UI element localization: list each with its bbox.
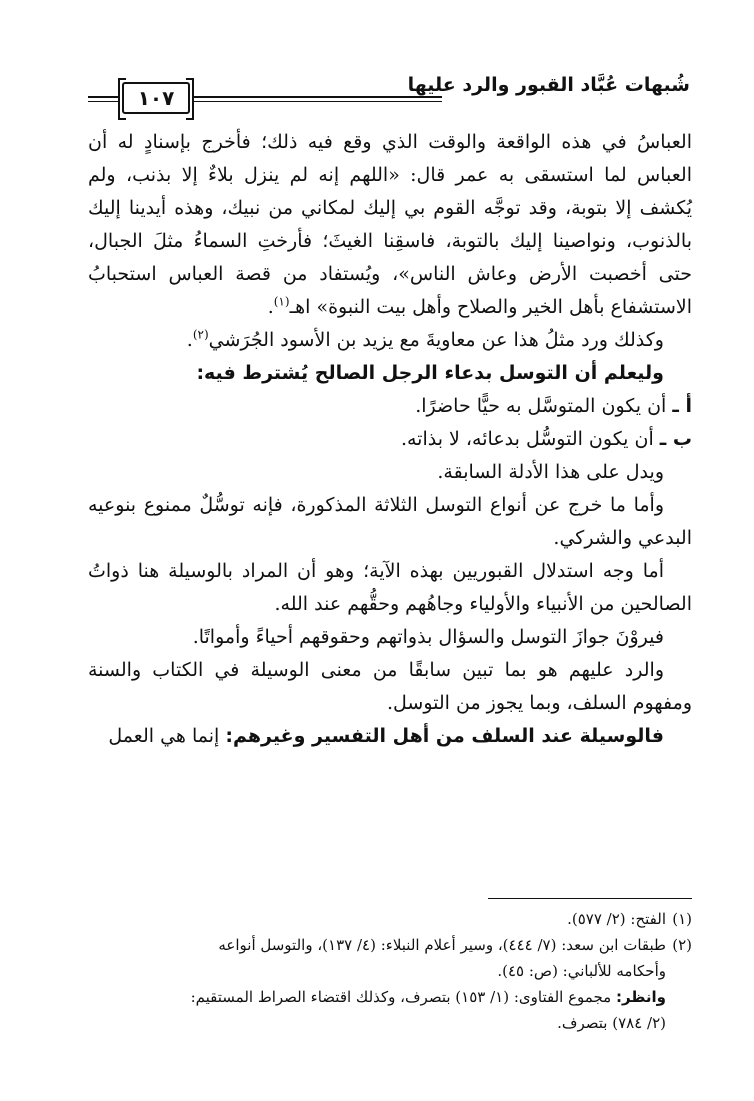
footnote-number: (١)	[672, 910, 692, 928]
footnote-lead: وانظر:	[615, 988, 666, 1006]
footnote-text: مجموع الفتاوى: (١/ ١٥٣) بتصرف، وكذلك اقتضاء الصراط المستقيم:	[190, 988, 616, 1006]
footnote-number: (٢)	[672, 936, 692, 954]
paragraph-text: إنما هي العمل	[108, 725, 226, 747]
section-heading: وليعلم أن التوسل بدعاء الرجل الصالح يُشترط فيه:	[196, 362, 664, 384]
bold-phrase: فالوسيلة عند السلف من أهل التفسير وغيرهم:	[225, 725, 664, 747]
footnote-separator	[488, 898, 692, 899]
paragraph: العباسُ في هذه الواقعة والوقت الذي وقع فيه ذلك؛ فأخرج بإسنادٍ له أن العباس لما استسقى به عمر قال: «اللهم إنه لم ينزل بلاءٌ إلا بذنب، ولم يُكشف إلا بتوبة، وقد توجَّه القوم بي إليك لمكاني من نبيك، وهذه أيدينا إليك بالذنوب، ونواصينا إليك بالتوبة، فاسقِنا الغيثَ؛ فأرختِ السماءُ مثلَ الجبال، حتى أخصبت الأرض وعاش الناس»، ويُستفاد من قصة العباس استحبابُ الاستشفاع بأهل الخير والصلاح وأهل بيت النبوة» اهـ$^{(١)}$.	[88, 131, 692, 318]
header-rule	[192, 101, 442, 102]
list-marker: ب ـ	[659, 428, 692, 450]
footnote	[88, 906, 692, 932]
list-item-text: أن يكون المتوسَّل به حيًّا حاضرًا.	[415, 395, 667, 417]
header-rule	[192, 96, 442, 98]
list-item	[88, 423, 692, 456]
footnotes	[88, 906, 692, 1036]
paragraph-text: العباسُ في هذه الواقعة والوقت الذي وقع فيه ذلك؛ فأخرج بإسنادٍ له أن العباس لما استسقى به عمر قال: «اللهم إنه لم ينزل بلاءٌ إلا بذنب، ولم يُكشف إلا بتوبة، وقد توجَّه القوم بي إليك لمكاني من نبيك، وهذه أيدينا إليك بالذنوب، ونواصينا إليك بالتوبة، فاسقِنا الغيثَ؛ فأرختِ السماءُ مثلَ الجبال، حتى أخصبت الأرض وعاش الناس»، ويُستفاد من قصة العباس استحبابُ الاستشفاع بأهل الخير والصلاح وأهل بيت النبوة» اهـ	[88, 131, 692, 318]
footnote-ref[interactable]: (١)	[273, 294, 290, 309]
page-number: ١٠٧	[122, 82, 190, 114]
header-rule	[88, 101, 118, 102]
paragraph	[88, 720, 692, 753]
paragraph: أما وجه استدلال القبوريين بهذه الآية؛ وهو أن المراد بالوسيلة هنا ذواتُ الصالحين من الأنبياء والأولياء وجاهُهم وحقُّهم عند الله.	[88, 560, 692, 615]
page-header	[88, 72, 690, 116]
footnote-text: الفتح: (٢/ ٥٧٧).	[567, 910, 666, 928]
footnote-continuation	[88, 984, 692, 1010]
footnote-continuation: وأحكامه للألباني: (ص: ٤٥).	[497, 962, 666, 980]
list-marker: أ ـ	[672, 395, 692, 417]
list-item	[88, 390, 692, 423]
paragraph: ويدل على هذا الأدلة السابقة.	[437, 461, 664, 483]
paragraph: فيروْنَ جوازَ التوسل والسؤال بذواتهم وحقوقهم أحياءً وأمواتًا.	[192, 626, 664, 648]
main-text	[88, 126, 692, 753]
footnote-text: طبقات ابن سعد: (٧/ ٤٤٤)، وسير أعلام النبلاء: (٤/ ١٣٧)، والتوسل أنواعه	[218, 936, 666, 954]
list-item-text: أن يكون التوسُّل بدعائه، لا بذاته.	[400, 428, 654, 450]
footnote-ref[interactable]: (٢)	[192, 327, 209, 342]
paragraph-text: وكذلك ورد مثلُ هذا عن معاويةَ مع يزيد بن الأسود الجُرَشي	[208, 329, 664, 351]
footnote	[88, 932, 692, 958]
paragraph: والرد عليهم هو بما تبين سابقًا من معنى الوسيلة في الكتاب والسنة ومفهوم السلف، وبما يجوز من التوسل.	[88, 659, 692, 714]
paragraph: وأما ما خرج عن أنواع التوسل الثلاثة المذكورة، فإنه توسُّلٌ ممنوع بنوعيه البدعي والشركي.	[88, 494, 692, 549]
running-title: شُبهات عُبَّاد القبور والرد عليها	[407, 74, 690, 96]
paragraph: وكذلك ورد مثلُ هذا عن معاويةَ مع يزيد بن الأسود الجُرَشي$^{(٢)}$.	[186, 327, 664, 351]
header-rule	[88, 96, 118, 98]
footnote-continuation: (٢/ ٧٨٤) بتصرف.	[557, 1014, 666, 1032]
